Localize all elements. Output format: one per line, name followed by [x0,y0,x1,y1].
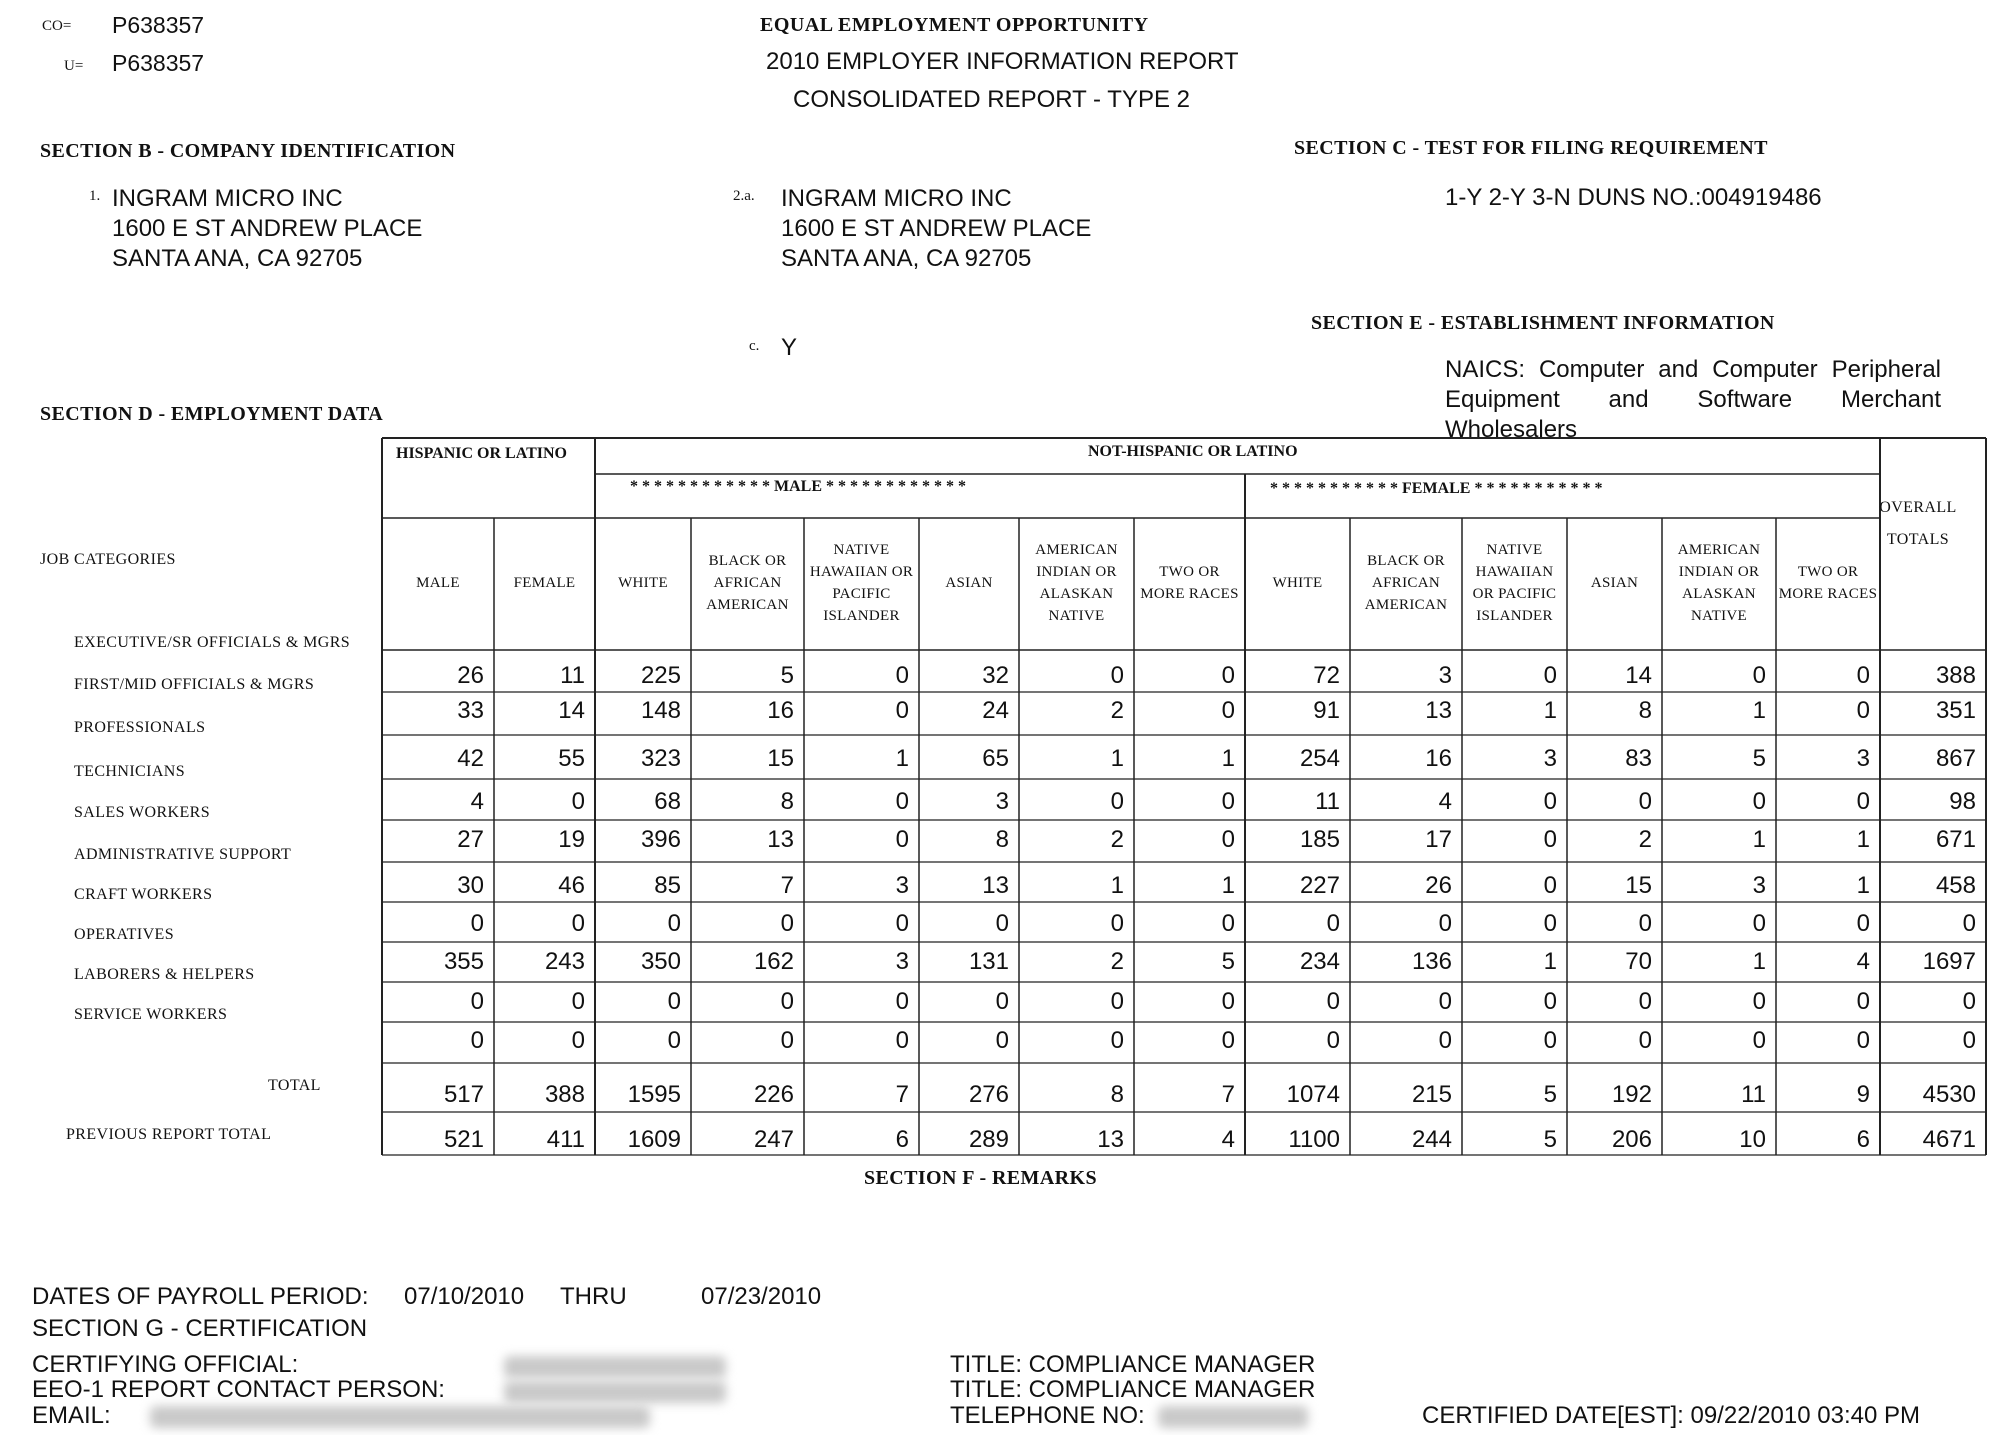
redacted-contact-name [504,1381,726,1403]
table-cell: 396 [640,826,681,853]
table-cell: 16 [767,697,794,724]
table-cell: 0 [1752,910,1766,937]
table-cell: 72 [1313,662,1340,689]
table-cell: 7 [895,1081,909,1108]
redacted-email [150,1406,650,1428]
table-cell: 0 [1326,910,1340,937]
table-cell: 3 [895,948,909,975]
table-cell: 0 [1752,788,1766,815]
table-cell: 8 [780,788,794,815]
report-type: CONSOLIDATED REPORT - TYPE 2 [793,86,1190,113]
table-cell: 215 [1411,1081,1452,1108]
column-header: WHITE [1272,575,1323,591]
table-cell: 351 [1935,697,1976,724]
table-cell: 68 [654,788,681,815]
table-cell: 2 [1110,697,1124,724]
table-cell: 0 [571,1027,585,1054]
redacted-telephone [1158,1406,1308,1428]
section-b-value-c: Y [781,334,798,361]
official-title: TITLE: COMPLIANCE MANAGER [950,1351,1316,1378]
table-cell: 521 [443,1126,484,1153]
certifying-official-label: CERTIFYING OFFICIAL: [32,1351,299,1378]
table-cell: 226 [753,1081,794,1108]
table-cell: 0 [1221,988,1235,1015]
table-cell: 14 [558,697,585,724]
job-category-label: FIRST/MID OFFICIALS & MGRS [74,676,315,693]
table-cell: 55 [558,745,585,772]
table-cell: 0 [1326,988,1340,1015]
contact-title: TITLE: COMPLIANCE MANAGER [950,1376,1316,1403]
table-cell: 671 [1935,826,1976,853]
job-category-label: ADMINISTRATIVE SUPPORT [74,846,292,863]
table-cell: 83 [1625,745,1652,772]
table-cell: 0 [1962,910,1976,937]
job-category-label: OPERATIVES [74,926,175,943]
table-cell: 0 [895,662,909,689]
job-category-label: PROFESSIONALS [74,719,206,736]
column-header: NATIVE HAWAIIAN OR PACIFIC ISLANDER [809,542,914,624]
job-category-label: SERVICE WORKERS [74,1006,228,1023]
table-cell: 0 [470,910,484,937]
section-b-heading: SECTION B - COMPANY IDENTIFICATION [40,140,456,162]
section-b-label-c: c. [749,338,760,354]
table-cell: 0 [1638,910,1652,937]
table-cell: 3 [1543,745,1557,772]
report-subtitle: 2010 EMPLOYER INFORMATION REPORT [766,48,1239,75]
table-cell: 98 [1949,788,1976,815]
table-cell: 0 [1221,1027,1235,1054]
table-cell: 0 [1752,662,1766,689]
table-cell: 1 [1110,745,1124,772]
table-cell: 185 [1299,826,1340,853]
table-cell: 9 [1856,1081,1870,1108]
table-cell: 46 [558,872,585,899]
section-b-label-2a: 2.a. [733,188,755,204]
payroll-end-date: 07/23/2010 [701,1283,822,1310]
table-cell: 0 [1543,910,1557,937]
table-cell: 11 [560,662,585,689]
table-cell: 2 [1638,826,1652,853]
report-title: EQUAL EMPLOYMENT OPPORTUNITY [760,14,1149,36]
table-cell: 0 [995,988,1009,1015]
company-street: 1600 E ST ANDREW PLACE [112,215,423,242]
table-cell: 4 [1221,1126,1235,1153]
table-cell: 27 [457,826,484,853]
table-cell: 15 [1625,872,1652,899]
table-cell: 1 [1856,826,1870,853]
table-cell: 1 [1221,745,1235,772]
table-cell: 0 [1543,988,1557,1015]
table-cell: 0 [571,988,585,1015]
table-cell: 32 [982,662,1009,689]
filing-requirement-value: 1-Y 2-Y 3-N DUNS NO.:004919486 [1445,184,1822,211]
table-cell: 0 [1543,662,1557,689]
table-cell: 0 [1638,1027,1652,1054]
table-cell: 8 [1638,697,1652,724]
redacted-official-name [504,1356,726,1378]
job-categories-label: JOB CATEGORIES [40,551,176,568]
table-cell: 4 [1856,948,1870,975]
table-cell: 30 [457,872,484,899]
table-cell: 4671 [1922,1126,1976,1153]
table-cell: 1 [895,745,909,772]
table-cell: 247 [753,1126,794,1153]
table-cell: 0 [895,826,909,853]
column-header: AMERICAN INDIAN OR ALASKAN NATIVE [1677,542,1761,624]
table-cell: 0 [1638,788,1652,815]
table-cell: 289 [968,1126,1009,1153]
table-cell: 0 [571,910,585,937]
table-cell: 0 [1221,910,1235,937]
u-value: P638357 [112,50,205,76]
table-cell: 4 [1438,788,1452,815]
table-cell: 0 [895,988,909,1015]
table-cell: 13 [982,872,1009,899]
table-cell: 458 [1935,872,1976,899]
company-street: 1600 E ST ANDREW PLACE [781,215,1092,242]
company-name: INGRAM MICRO INC [781,185,1012,212]
co-value: P638357 [112,12,205,38]
table-cell: 867 [1935,745,1976,772]
table-cell: 26 [457,662,484,689]
table-cell: 0 [780,1027,794,1054]
table-cell: 70 [1625,948,1652,975]
table-cell: 33 [457,697,484,724]
table-cell: 1 [1543,697,1557,724]
job-category-label: CRAFT WORKERS [74,886,213,903]
job-category-label: TECHNICIANS [74,763,186,780]
table-cell: 2 [1110,826,1124,853]
table-cell: 10 [1739,1126,1766,1153]
table-cell: 16 [1425,745,1452,772]
table-cell: 0 [1752,1027,1766,1054]
table-cell: 1609 [627,1126,681,1153]
table-cell: 0 [1638,988,1652,1015]
table-cell: 1 [1110,872,1124,899]
not-hispanic-header: NOT-HISPANIC OR LATINO [1088,443,1298,460]
table-cell: 136 [1411,948,1452,975]
column-header: ASIAN [945,575,993,591]
table-cell: 0 [895,697,909,724]
table-cell: 91 [1313,697,1340,724]
table-cell: 131 [968,948,1009,975]
table-cell: 0 [1856,697,1870,724]
table-cell: 3 [1752,872,1766,899]
table-cell: 225 [640,662,681,689]
table-cell: 1697 [1922,948,1976,975]
table-cell: 388 [1935,662,1976,689]
job-category-label: LABORERS & HELPERS [74,966,255,983]
table-cell: 8 [995,826,1009,853]
table-cell: 206 [1611,1126,1652,1153]
table-cell: 4530 [1922,1081,1976,1108]
column-header: TWO OR MORE RACES [1778,564,1878,602]
table-cell: 0 [1326,1027,1340,1054]
table-cell: 0 [780,910,794,937]
table-cell: 0 [1438,988,1452,1015]
table-cell: 24 [982,697,1009,724]
table-cell: 17 [1425,826,1452,853]
table-cell: 0 [1962,988,1976,1015]
table-cell: 13 [1425,697,1452,724]
table-cell: 5 [780,662,794,689]
table-cell: 276 [968,1081,1009,1108]
table-cell: 0 [571,788,585,815]
table-cell: 1 [1752,948,1766,975]
table-cell: 0 [667,910,681,937]
table-cell: 8 [1110,1081,1124,1108]
job-category-label: SALES WORKERS [74,804,211,821]
table-cell: 5 [1543,1081,1557,1108]
table-cell: 19 [558,826,585,853]
telephone-label: TELEPHONE NO: [950,1402,1145,1429]
column-header: TWO OR MORE RACES [1140,564,1239,602]
table-cell: 14 [1625,662,1652,689]
table-cell: 0 [667,1027,681,1054]
hispanic-header: HISPANIC OR LATINO [396,445,567,462]
table-cell: 0 [1543,1027,1557,1054]
table-cell: 0 [1221,697,1235,724]
table-cell: 1 [1543,948,1557,975]
table-cell: 517 [443,1081,484,1108]
male-header: * * * * * * * * * * * * MALE * * * * * * * * * * * * [630,478,966,495]
table-cell: 0 [1221,662,1235,689]
table-cell: 388 [544,1081,585,1108]
table-cell: 0 [895,788,909,815]
column-header: BLACK OR AFRICAN AMERICAN [1364,553,1448,613]
table-cell: 0 [995,910,1009,937]
co-label: CO= [42,18,72,34]
table-cell: 0 [470,1027,484,1054]
company-city: SANTA ANA, CA 92705 [112,245,363,272]
table-cell: 11 [1741,1081,1766,1108]
table-cell: 254 [1299,745,1340,772]
table-cell: 65 [982,745,1009,772]
section-b-label-1: 1. [89,188,101,204]
table-cell: 0 [1110,788,1124,815]
contact-person-label: EEO-1 REPORT CONTACT PERSON: [32,1376,445,1403]
column-header: WHITE [618,575,668,591]
certified-date: CERTIFIED DATE[EST]: 09/22/2010 03:40 PM [1422,1402,1920,1429]
table-cell: 3 [895,872,909,899]
table-cell: 0 [470,988,484,1015]
column-header: FEMALE [513,575,576,591]
table-cell: 0 [1438,910,1452,937]
table-cell: 1 [1221,872,1235,899]
payroll-start-date: 07/10/2010 [404,1283,525,1310]
job-category-label: EXECUTIVE/SR OFFICIALS & MGRS [74,634,351,651]
table-cell: 355 [443,948,484,975]
table-cell: 0 [1110,662,1124,689]
table-cell: 0 [895,1027,909,1054]
table-cell: 3 [995,788,1009,815]
table-cell: 0 [1543,788,1557,815]
table-cell: 350 [640,948,681,975]
table-cell: 7 [1221,1081,1235,1108]
table-cell: 0 [1856,1027,1870,1054]
table-cell: 0 [1221,826,1235,853]
table-cell: 1 [1856,872,1870,899]
table-cell: 85 [654,872,681,899]
table-cell: 4 [470,788,484,815]
table-cell: 192 [1611,1081,1652,1108]
table-cell: 0 [1438,1027,1452,1054]
column-header: MALE [416,575,460,591]
table-cell: 1 [1752,697,1766,724]
table-cell: 234 [1299,948,1340,975]
column-header: BLACK OR AFRICAN AMERICAN [706,553,789,613]
overall-totals-header: OVERALL TOTALS [1879,499,1957,548]
table-cell: 11 [1315,788,1340,815]
table-cell: 5 [1221,948,1235,975]
section-e-heading: SECTION E - ESTABLISHMENT INFORMATION [1311,312,1775,334]
table-cell: 0 [1856,988,1870,1015]
table-cell: 7 [780,872,794,899]
table-cell: 0 [1543,872,1557,899]
table-cell: 1 [1752,826,1766,853]
u-label: U= [64,58,84,74]
table-cell: 0 [1110,910,1124,937]
column-header: ASIAN [1590,575,1639,591]
table-cell: 0 [1752,988,1766,1015]
table-cell: 0 [780,988,794,1015]
section-c-heading: SECTION C - TEST FOR FILING REQUIREMENT [1294,137,1768,159]
company-name: INGRAM MICRO INC [112,185,343,212]
table-cell: 323 [640,745,681,772]
table-cell: 244 [1411,1126,1452,1153]
company-city: SANTA ANA, CA 92705 [781,245,1032,272]
table-cell: 0 [1110,1027,1124,1054]
section-f-heading: SECTION F - REMARKS [864,1167,1097,1189]
table-cell: 3 [1856,745,1870,772]
table-cell: 0 [1856,662,1870,689]
table-cell: 0 [1221,788,1235,815]
table-cell: 162 [753,948,794,975]
table-cell: 2 [1110,948,1124,975]
table-cell: 6 [895,1126,909,1153]
table-cell: 1595 [627,1081,681,1108]
table-cell: 15 [767,745,794,772]
table-cell: 13 [767,826,794,853]
table-cell: 5 [1543,1126,1557,1153]
table-cell: 42 [457,745,484,772]
section-g-heading: SECTION G - CERTIFICATION [32,1315,368,1342]
naics-description: NAICS: Computer and Computer Peripheral Equipment and Software Merchant Wholesalers [1445,356,1941,443]
table-cell: 227 [1299,872,1340,899]
female-header: * * * * * * * * * * * FEMALE * * * * * * * * * * * [1270,480,1603,497]
table-cell: 0 [895,910,909,937]
column-header: AMERICAN INDIAN OR ALASKAN NATIVE [1035,542,1118,624]
table-cell: 0 [1543,826,1557,853]
table-cell: 0 [1856,788,1870,815]
table-cell: 0 [995,1027,1009,1054]
table-cell: 3 [1438,662,1452,689]
table-cell: 148 [640,697,681,724]
table-cell: 243 [544,948,585,975]
email-label: EMAIL: [32,1402,111,1429]
table-cell: 5 [1752,745,1766,772]
table-cell: 1074 [1286,1081,1340,1108]
payroll-period-label: DATES OF PAYROLL PERIOD: [32,1283,369,1310]
payroll-thru: THRU [560,1283,627,1310]
table-cell: 0 [667,988,681,1015]
job-category-label: PREVIOUS REPORT TOTAL [66,1126,272,1143]
table-cell: 411 [546,1126,585,1153]
table-cell: 6 [1856,1126,1870,1153]
table-cell: 0 [1962,1027,1976,1054]
table-cell: 0 [1856,910,1870,937]
column-header: NATIVE HAWAIIAN OR PACIFIC ISLANDER [1472,542,1557,624]
table-cell: 0 [1110,988,1124,1015]
section-d-heading: SECTION D - EMPLOYMENT DATA [40,403,384,425]
table-cell: 1100 [1288,1126,1340,1153]
table-cell: 26 [1425,872,1452,899]
table-cell: 13 [1097,1126,1124,1153]
job-category-label: TOTAL [268,1077,321,1094]
